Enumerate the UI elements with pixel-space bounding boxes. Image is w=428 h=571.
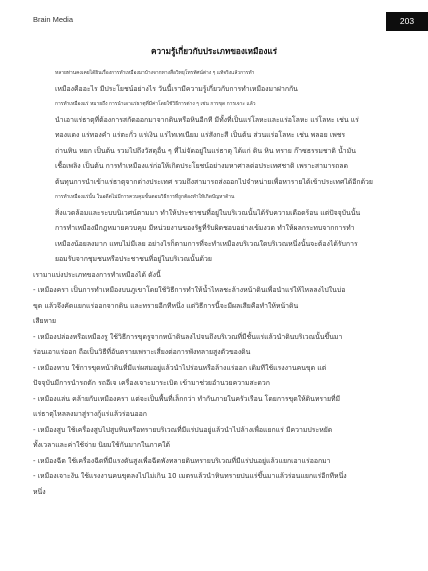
article-body bbox=[33, 66, 398, 500]
paragraph bbox=[33, 330, 398, 361]
text-line: ร่อนเอาแร่ออก ถือเป็นวิธีที่อันตรายเพราะเสี่ยงต่อการพังทลายสูงตัวของดิน bbox=[33, 348, 251, 356]
text-line: - เหมืองเจาะงัน ใช้แรงงานคนขุดลงไปไม่เกิน 10 เมตรแล้วนำหินทรายปนแร่ขึ้นมาแล้วร่อนแยกแร่อีกทีหนึ่ง bbox=[33, 472, 347, 480]
brand-name: Brain Media bbox=[33, 15, 74, 24]
text-line: ทั้งเวลาและค่าใช้จ่าย นิยมใช้กันมากในภาคใต้ bbox=[33, 441, 170, 449]
paragraph bbox=[33, 423, 398, 454]
paragraph bbox=[33, 469, 398, 500]
text-line: ถ่านหิน หยก เป็นต้น รวมไปถึงวัสดุอื่น ๆ ที่ไม่จัดอยู่ในแร่ธาตุ ได้แก่ ดิน หิน ทราย ก๊าซธรรมชาติ น้ำมัน bbox=[55, 146, 356, 155]
paragraph bbox=[33, 283, 398, 330]
text-line: เสียหาย bbox=[33, 317, 57, 325]
text-line: - เหมืองปล่องหรือเหมืองรู ใช้วิธีการขุดรูจากหน้าดินลงไปจนถึงบริเวณที่มีชั้นแร่แล้วนำดินบริเวณนั้นขึ้นมา bbox=[33, 332, 343, 341]
paragraph bbox=[33, 392, 398, 423]
text-line: - เหมืองหาบ ใช้การขุดหน้าดินที่มีแร่ผสมอยู่แล้วนำไปร่อนหรือล้างแร่ออก เดิมทีใช้แรงงานคนขุด แต่ bbox=[33, 363, 327, 372]
text-line: หนึ่ง bbox=[33, 487, 46, 496]
text-line: แร่ธาตุไหลลงมาสู่รางกู้แร่แล้วร่อนออก bbox=[33, 410, 147, 418]
text-line: - เหมืองฉีด ใช้เครื่องฉีดที่มีแรงดันสูงเพื่อฉีดพังทลายดินทรายบริเวณที่มีแร่ปนอยู่แล้วแยกเอาแร่ออกมา bbox=[33, 456, 331, 465]
text-line: การทำเหมืองแร่นั้น ในอดีตไม่มีการควบคุมขั้นตอนวิธีการที่ถูกต้องทำให้เกิดปัญหาด้าน bbox=[55, 194, 235, 200]
text-line: เชื้อเพลิง เป็นต้น การทำเหมืองแร่ก่อให้เกิดประโยชน์อย่างมหาศาลต่อประเทศชาติ เพราะสามารถลด bbox=[55, 162, 348, 170]
text-line: เหมืองคืออะไร มีประโยชน์อย่างไร วันนี้เรามีความรู้เกี่ยวกับการทำเหมืองมาฝากกัน bbox=[55, 84, 298, 93]
text-line: ยอมรับจากชุมชนหรือประชาชนที่อยู่ในบริเวณนั้นด้วย bbox=[55, 255, 212, 263]
text-line: การทำเหมืองมีกฎหมายควบคุม มีหน่วยงานของรัฐที่รับผิดชอบอย่างเข้มงวด ทำให้ผลกระทบจากการทำ bbox=[55, 224, 355, 232]
text-line: การทำเหมืองแร่ หมายถึง การนำเอาแร่ธาตุที่มีค่าโดยใช้วิธีการต่าง ๆ เช่น การขุด การเจาะ แล้ว bbox=[55, 101, 256, 107]
text-line: สิ่งแวดล้อมและระบบนิเวศน์ตามมา ทำให้ประชาชนที่อยู่ในบริเวณนั้นได้รับความเดือดร้อน แต่ปัจจุบันนั้น bbox=[55, 208, 361, 217]
text-line: ขุด แล้วจึงคัดแยกแร่ออกจากดิน และทรายอีกทีหนึ่ง แต่วิธีการนี้จะมีผลเสียคือทำให้หน้าดิน bbox=[33, 301, 299, 310]
paragraph bbox=[33, 268, 398, 284]
text-line: - เหมืองแล่น คล้ายกับเหมืองครา แต่จะเป็นพื้นที่เล็กกว่า ทำกันภายในครัวเรือน โดยการขุดให้ดินทรายที่มี bbox=[33, 394, 341, 403]
page-number: 203 bbox=[386, 12, 428, 31]
article-title: ความรู้เกี่ยวกับประเภทของเหมืองแร่ bbox=[150, 46, 278, 56]
paragraph bbox=[33, 454, 398, 470]
paragraph bbox=[33, 190, 398, 268]
text-line: นำเอาแร่ธาตุที่ต้องการสกัดออกมาจากดินหรือหินอีกที มีทั้งที่เป็นแร่โลหะและแร่อโลหะ แร่โลหะ เช่น แร่ bbox=[55, 115, 359, 124]
paragraph bbox=[33, 66, 398, 97]
text-line: เรามาแบ่งประเภทของการทำเหมืองได้ ดังนี้ bbox=[33, 270, 161, 279]
text-line: ทองแดง แร่ทองคำ แร่ตะกั่ว แร่เงิน แร่ไทเทเนียม แร่สังกะสี เป็นต้น ส่วนแร่อโลหะ เช่น พลอย เพชร bbox=[55, 131, 346, 139]
text-line: เหมืองน้อยลงมาก แทบไม่มีเลย อย่างไรก็ตามการที่จะทำเหมืองบริเวณใดบริเวณหนึ่งนั้นจะต้องได้รับการ bbox=[55, 239, 358, 248]
paragraph bbox=[33, 97, 398, 190]
text-line: หลายท่านคงเคยได้ยินเรื่องการทำเหมืองมาบ้างจากทางสื่อวิทยุโทรทัศน์ต่าง ๆ แท้จริงแล้วการทำ bbox=[55, 70, 255, 76]
text-line: - เหมืองครา เป็นการทำเหมืองบนภูเขาโดยใช้วิธีการทำให้น้ำไหลชะล้างหน้าดินเพื่อนำแร่ให้ไหลลงไปในบ่อ bbox=[33, 286, 346, 294]
text-line: ปัจจุบันมีการนำรถตัก รถอีเจ เครื่องเจาะมาระเบิด เข้ามาช่วยอำนวยความสะดวก bbox=[33, 379, 270, 387]
text-line: - เหมืองสูบ ใช้เครื่องสูบไปสูบหินหรือทรายบริเวณที่มีแร่ปนอยู่แล้วนำไปล้างเพื่อแยกแร่ มีความประหยัด bbox=[33, 425, 333, 434]
text-line: ต้นทุนการนำเข้าแร่ธาตุจากต่างประเทศ รวมถึงสามารถส่งออกไปจำหน่ายเพื่อหารายได้เข้าประเทศได้อีกด้วย bbox=[55, 177, 373, 186]
paragraph bbox=[33, 361, 398, 392]
page-header bbox=[0, 0, 428, 40]
